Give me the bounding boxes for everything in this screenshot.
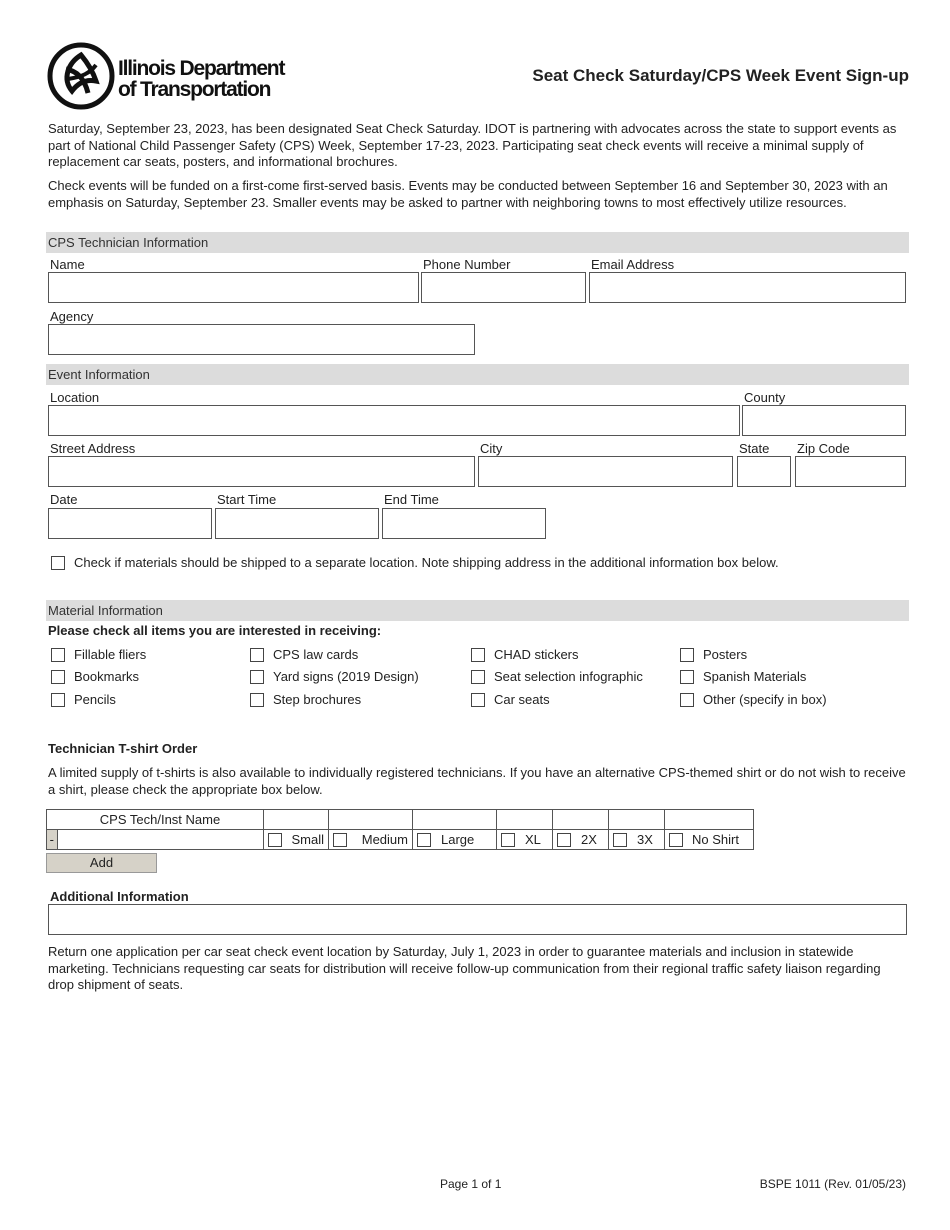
option-label: Other (specify in box)	[703, 692, 827, 707]
tshirt-heading: Technician T-shirt Order	[48, 741, 198, 756]
page-number: Page 1 of 1	[440, 1177, 502, 1191]
agency-logo-text	[118, 58, 284, 100]
start-time-label: Start Time	[217, 492, 277, 507]
email-field[interactable]	[589, 272, 906, 303]
intro-paragraph-2: Check events will be funded on a first-come first-served basis. Events may be conducted between September 16 and September 30, 2023 with an emphasis on Saturday, September 23. Smaller events may be asked to partner with neighboring towns to most effectively utilize resources.	[48, 178, 888, 210]
form-title: Seat Check Saturday/CPS Week Event Sign-up	[532, 66, 909, 85]
idot-logo-icon	[46, 41, 116, 111]
event-section-header	[46, 364, 909, 385]
material-section-title: Material Information	[48, 603, 163, 618]
form-number: BSPE 1011 (Rev. 01/05/23)	[759, 1177, 906, 1191]
agency-line-2: of Transportation	[118, 78, 271, 101]
agency-field[interactable]	[48, 324, 475, 355]
name-field[interactable]	[48, 272, 419, 303]
size-option-medium[interactable]	[329, 830, 413, 850]
checkbox[interactable]	[417, 833, 431, 847]
state-label: State	[739, 441, 770, 456]
size-header-cell	[609, 810, 665, 830]
size-header-cell	[497, 810, 553, 830]
tshirt-header-row	[47, 810, 754, 830]
option-label: Bookmarks	[74, 669, 140, 684]
checkbox[interactable]	[51, 648, 65, 662]
checkbox[interactable]	[557, 833, 571, 847]
material-option-car-seats[interactable]	[471, 692, 550, 707]
size-header-cell	[553, 810, 609, 830]
tech-name-header: CPS Tech/Inst Name	[57, 810, 264, 830]
additional-info-field[interactable]	[48, 904, 907, 935]
material-option-chad-stickers[interactable]	[471, 647, 579, 662]
checkbox[interactable]	[680, 670, 694, 684]
material-option-spanish-materials[interactable]	[680, 669, 806, 684]
header-spacer	[47, 810, 58, 830]
street-address-label: Street Address	[50, 441, 136, 456]
option-label: Step brochures	[273, 692, 362, 707]
checkbox[interactable]	[680, 693, 694, 707]
date-field[interactable]	[48, 508, 212, 539]
checkbox[interactable]	[471, 648, 485, 662]
material-option-seat-selection-infographic[interactable]	[471, 669, 643, 684]
material-section-header	[46, 600, 909, 621]
ship-separate-checkbox[interactable]	[51, 556, 65, 570]
material-option-yard-signs[interactable]	[250, 669, 419, 684]
size-option-2x[interactable]	[553, 830, 609, 850]
option-label: Spanish Materials	[703, 669, 807, 684]
location-label: Location	[50, 390, 100, 405]
material-option-fillable-fliers[interactable]	[51, 647, 146, 662]
checkbox[interactable]	[333, 833, 347, 847]
tshirt-entry-row	[47, 830, 754, 850]
remove-row-button[interactable]: -	[47, 830, 58, 850]
closing-paragraph: Return one application per car seat check event location by Saturday, July 1, 2023 in order to guarantee materials and inclusion in statewide marketing. Technicians requesting car seats for distribution will receive follow-up communication from their regional traffic safety liaison regarding drop shipment of seats.	[48, 944, 881, 992]
end-time-label: End Time	[384, 492, 439, 507]
checkbox[interactable]	[268, 833, 282, 847]
technician-section-header	[46, 232, 909, 253]
size-label: 3X	[637, 832, 653, 847]
additional-info-heading: Additional Information	[50, 889, 189, 904]
technician-section-title: CPS Technician Information	[48, 235, 209, 250]
checkbox[interactable]	[501, 833, 515, 847]
tshirt-order-table	[46, 809, 754, 850]
size-label: No Shirt	[692, 832, 739, 847]
option-label: Yard signs (2019 Design)	[273, 669, 419, 684]
option-label: CPS law cards	[273, 647, 359, 662]
material-option-step-brochures[interactable]	[250, 692, 361, 707]
material-option-bookmarks[interactable]	[51, 669, 139, 684]
zip-code-field[interactable]	[795, 456, 906, 487]
option-label: Pencils	[74, 692, 116, 707]
size-option-no-shirt[interactable]	[665, 830, 754, 850]
location-field[interactable]	[48, 405, 740, 436]
size-header-cell	[665, 810, 754, 830]
agency-label: Agency	[50, 309, 94, 324]
ship-separate-label: Check if materials should be shipped to a separate location. Note shipping address in the additional information box below.	[74, 555, 779, 570]
ship-separate-option[interactable]	[51, 555, 779, 570]
size-header-cell	[413, 810, 497, 830]
option-label: Seat selection infographic	[494, 669, 643, 684]
size-header-cell	[264, 810, 329, 830]
size-label: Medium	[361, 832, 408, 847]
size-label: Small	[291, 832, 324, 847]
start-time-field[interactable]	[215, 508, 379, 539]
add-row-button[interactable]: Add	[46, 853, 157, 873]
county-label: County	[744, 390, 786, 405]
checkbox[interactable]	[471, 670, 485, 684]
checkbox[interactable]	[669, 833, 683, 847]
city-label: City	[480, 441, 503, 456]
checkbox[interactable]	[51, 670, 65, 684]
size-option-small[interactable]	[264, 830, 329, 850]
street-address-field[interactable]	[48, 456, 475, 487]
checkbox[interactable]	[250, 670, 264, 684]
end-time-field[interactable]	[382, 508, 546, 539]
material-instruction: Please check all items you are interested in receiving:	[48, 623, 382, 638]
size-option-large[interactable]	[413, 830, 497, 850]
state-field[interactable]	[737, 456, 791, 487]
email-label: Email Address	[591, 257, 675, 272]
material-option-pencils[interactable]	[51, 692, 116, 707]
option-label: Posters	[703, 647, 748, 662]
size-label: 2X	[581, 832, 597, 847]
option-label: Car seats	[494, 692, 550, 707]
checkbox[interactable]	[471, 693, 485, 707]
checkbox[interactable]	[250, 693, 264, 707]
date-label: Date	[50, 492, 78, 507]
material-option-cps-law-cards[interactable]	[250, 647, 358, 662]
option-label: Fillable fliers	[74, 647, 147, 662]
city-field[interactable]	[478, 456, 733, 487]
event-section-title: Event Information	[48, 367, 150, 382]
checkbox[interactable]	[51, 693, 65, 707]
phone-field[interactable]	[421, 272, 586, 303]
size-option-3x[interactable]	[609, 830, 665, 850]
material-option-posters[interactable]	[680, 647, 747, 662]
phone-label: Phone Number	[423, 257, 511, 272]
size-label: XL	[525, 832, 541, 847]
name-label: Name	[50, 257, 85, 272]
tshirt-description: A limited supply of t-shirts is also available to individually registered technicians. If you have an alternative CPS-themed shirt or do not wish to receive a shirt, please check the appropriate box below.	[48, 765, 906, 797]
intro-paragraph-1: Saturday, September 23, 2023, has been designated Seat Check Saturday. IDOT is partnering with advocates across the state to support events as part of National Child Passenger Safety (CPS) Week, September 17-23, 2023. Participating seat check events will receive a minimal supply of replacement car seats, posters, and informational brochures.	[48, 121, 897, 169]
county-field[interactable]	[742, 405, 906, 436]
checkbox[interactable]	[680, 648, 694, 662]
tech-name-input[interactable]	[57, 830, 264, 850]
size-label: Large	[441, 832, 475, 847]
option-label: CHAD stickers	[494, 647, 579, 662]
checkbox[interactable]	[613, 833, 627, 847]
material-option-other[interactable]	[680, 692, 827, 707]
checkbox[interactable]	[250, 648, 264, 662]
size-header-cell	[329, 810, 413, 830]
zip-code-label: Zip Code	[797, 441, 850, 456]
size-option-xl[interactable]	[497, 830, 553, 850]
agency-line-1: Illinois Department	[118, 57, 285, 80]
